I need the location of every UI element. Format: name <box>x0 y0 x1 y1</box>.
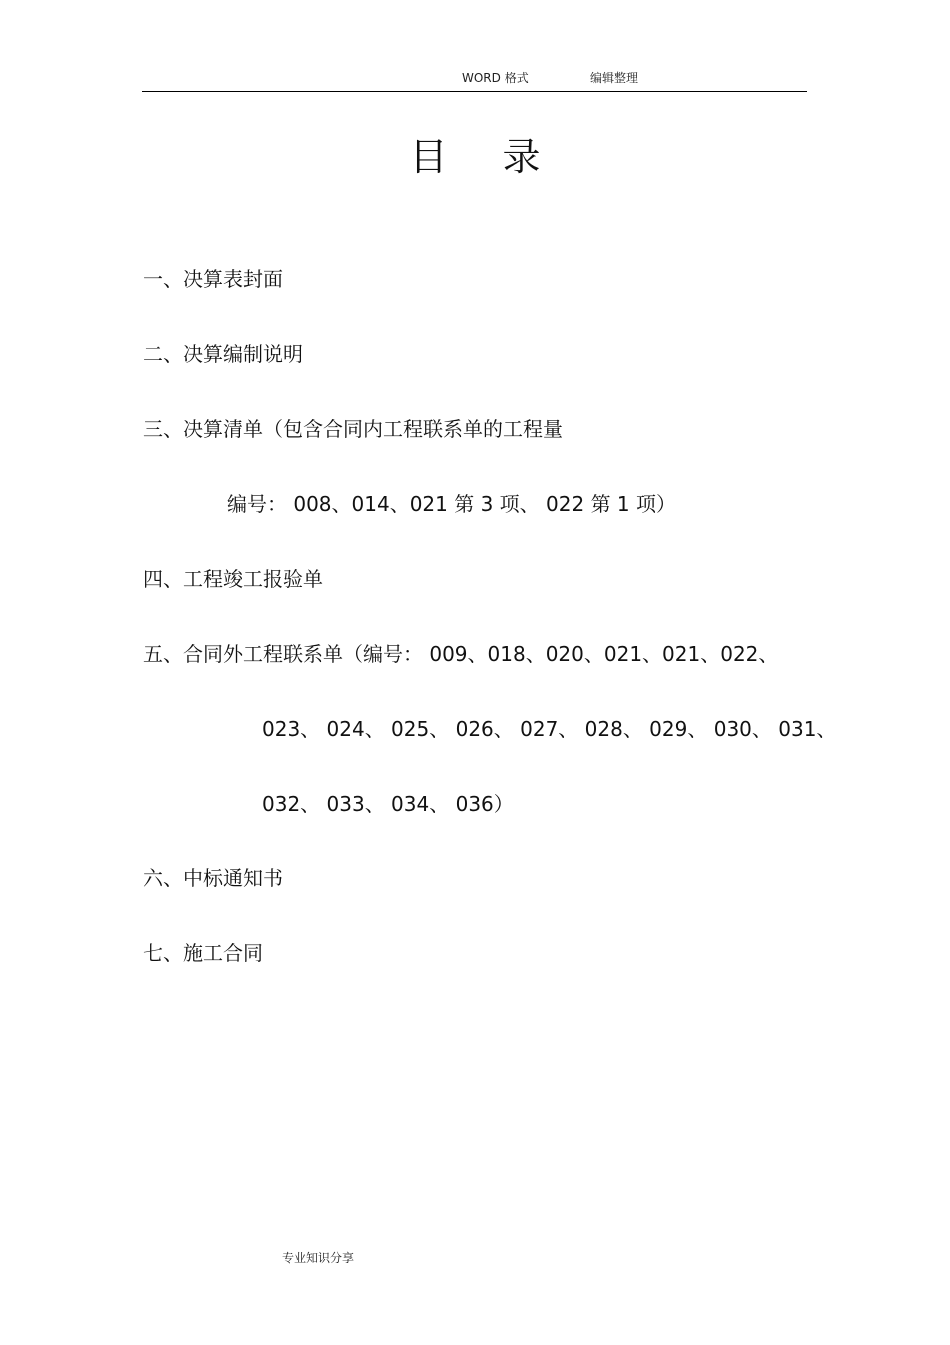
header-format-label: WORD 格式 <box>462 71 529 85</box>
header-edit-label: 编辑整理 <box>590 71 639 85</box>
title-char-2: 录 <box>502 135 541 179</box>
toc-item-6: 六、中标通知书 <box>143 866 283 890</box>
toc-item-2: 二、决算编制说明 <box>143 342 303 366</box>
toc-item-1: 一、决算表封面 <box>143 267 283 291</box>
toc-item-5-continuation-2: 032、 033、 034、 036） <box>262 792 514 816</box>
toc-item-5-continuation-1: 023、 024、 025、 026、 027、 028、 029、 030、 031、 <box>262 717 837 741</box>
page-title <box>0 134 950 180</box>
footer-text: 专业知识分享 <box>282 1251 355 1265</box>
header-divider <box>142 91 807 92</box>
title-char-1: 目 <box>409 135 448 179</box>
toc-item-3-continuation: 编号： 008、014、021 第 3 项、 022 第 1 项） <box>227 492 677 516</box>
toc-item-4: 四、工程竣工报验单 <box>143 567 323 591</box>
toc-item-5: 五、合同外工程联系单（编号： 009、018、020、021、021、022、 <box>143 642 779 666</box>
toc-item-3: 三、决算清单（包含合同内工程联系单的工程量 <box>143 417 563 441</box>
toc-item-7: 七、施工合同 <box>143 941 263 965</box>
